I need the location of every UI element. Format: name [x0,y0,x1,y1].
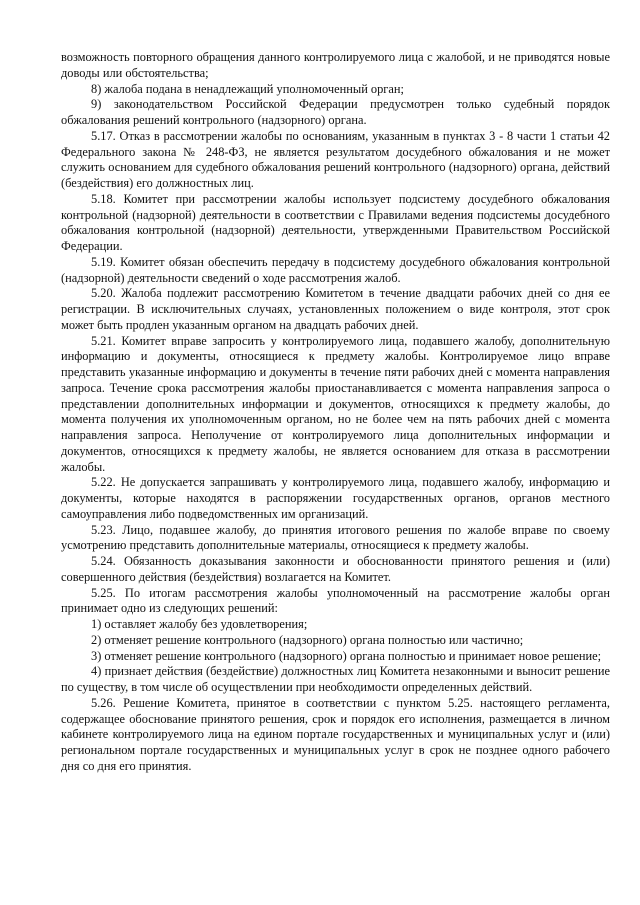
document-page [61,50,610,775]
clause-5-18: 5.18. Комитет при рассмотрении жалобы использует подсистему досудебного обжалования контрольной (надзорной) деятельности в соответствии с Правилами ведения подсистемы досудебного обжалования контрольной (надзорной) деятельности, утвержденными Правительством Российской Федерации. [61,191,610,253]
list-item-9: 9) законодательством Российской Федерации предусмотрен только судебный порядок обжалования решений контрольного (надзорного) органа. [61,97,610,127]
decision-item-3: 3) отменяет решение контрольного (надзорного) органа полностью и принимает новое решение; [91,648,602,663]
clause-5-25: 5.25. По итогам рассмотрения жалобы уполномоченный на рассмотрение жалобы орган принимает одно из следующих решений: [61,585,610,616]
clause-5-19: 5.19. Комитет обязан обеспечить передачу в подсистему досудебного обжалования контрольной (надзорной) деятельности сведений о ходе рассмотрения жалоб. [61,254,610,285]
clause-5-24: 5.24. Обязанность доказывания законности и обоснованности принятого решения и (или) совершенного действия (бездействия) возлагается на Комитет. [61,554,610,584]
clause-5-22: 5.22. Не допускается запрашивать у контролируемого лица, подавшего жалобу, информацию и документы, которые находятся в распоряжении государственных органов, органов местного самоуправления либо подведомственных им организаций. [61,475,610,521]
paragraph-continuation: возможность повторного обращения данного контролируемого лица с жалобой, и не приводятся новые доводы или обстоятельства; [61,50,610,80]
decision-item-1: 1) оставляет жалобу без удовлетворения; [91,617,308,631]
clause-5-21: 5.21. Комитет вправе запросить у контролируемого лица, подавшего жалобу, дополнительную информацию и документы, относящиеся к предмету жалобы. Контролируемое лицо вправе представить указанные информацию и документы в течение пяти рабочих дней с момента направления запроса. Течение срока рассмотрения жалобы приостанавливается с момента направления запроса о представлении дополнительных информации и документов, относящихся к предмету жалобы, до момента получения их уполномоченным органом, но не более чем на пять рабочих дней с момента направления запроса. Неполучение от контролируемого лица дополнительных информации и документов, относящихся к предмету жалобы, не является основанием для отказа в рассмотрении жалобы. [61,333,610,474]
decision-item-4: 4) признает действия (бездействие) должностных лиц Комитета незаконными и выносит решение по существу, в том числе об осуществлении при необходимости определенных действий. [61,664,610,694]
list-item-8: 8) жалоба подана в ненадлежащий уполномоченный орган; [91,81,404,96]
clause-5-17: 5.17. Отказ в рассмотрении жалобы по основаниям, указанным в пунктах 3 - 8 части 1 статьи 42 Федерального закона № 248-ФЗ, не является результатом досудебного обжалования и не может служить основанием для судебного обжалования решений контрольного (надзорного) органа, действий (бездействия) его должностных лиц. [61,128,610,190]
clause-5-20: 5.20. Жалоба подлежит рассмотрению Комитетом в течение двадцати рабочих дней со дня ее регистрации. В исключительных случаях, установленных положением о виде контроля, этот срок может быть продлен указанным органом на двадцать рабочих дней. [61,286,610,332]
clause-5-26: 5.26. Решение Комитета, принятое в соответствии с пунктом 5.25. настоящего регламента, содержащее обоснование принятого решения, срок и порядок его исполнения, размещается в личном кабинете контролируемого лица на едином портале государственных и муниципальных услуг и (или) региональном портале государственных и муниципальных услуг в срок не позднее одного рабочего дня со дня его принятия. [61,695,610,773]
clause-5-23: 5.23. Лицо, подавшее жалобу, до принятия итогового решения по жалобе вправе по своему усмотрению представить дополнительные материалы, относящиеся к предмету жалобы. [61,522,610,553]
decision-item-2: 2) отменяет решение контрольного (надзорного) органа полностью или частично; [91,632,524,647]
